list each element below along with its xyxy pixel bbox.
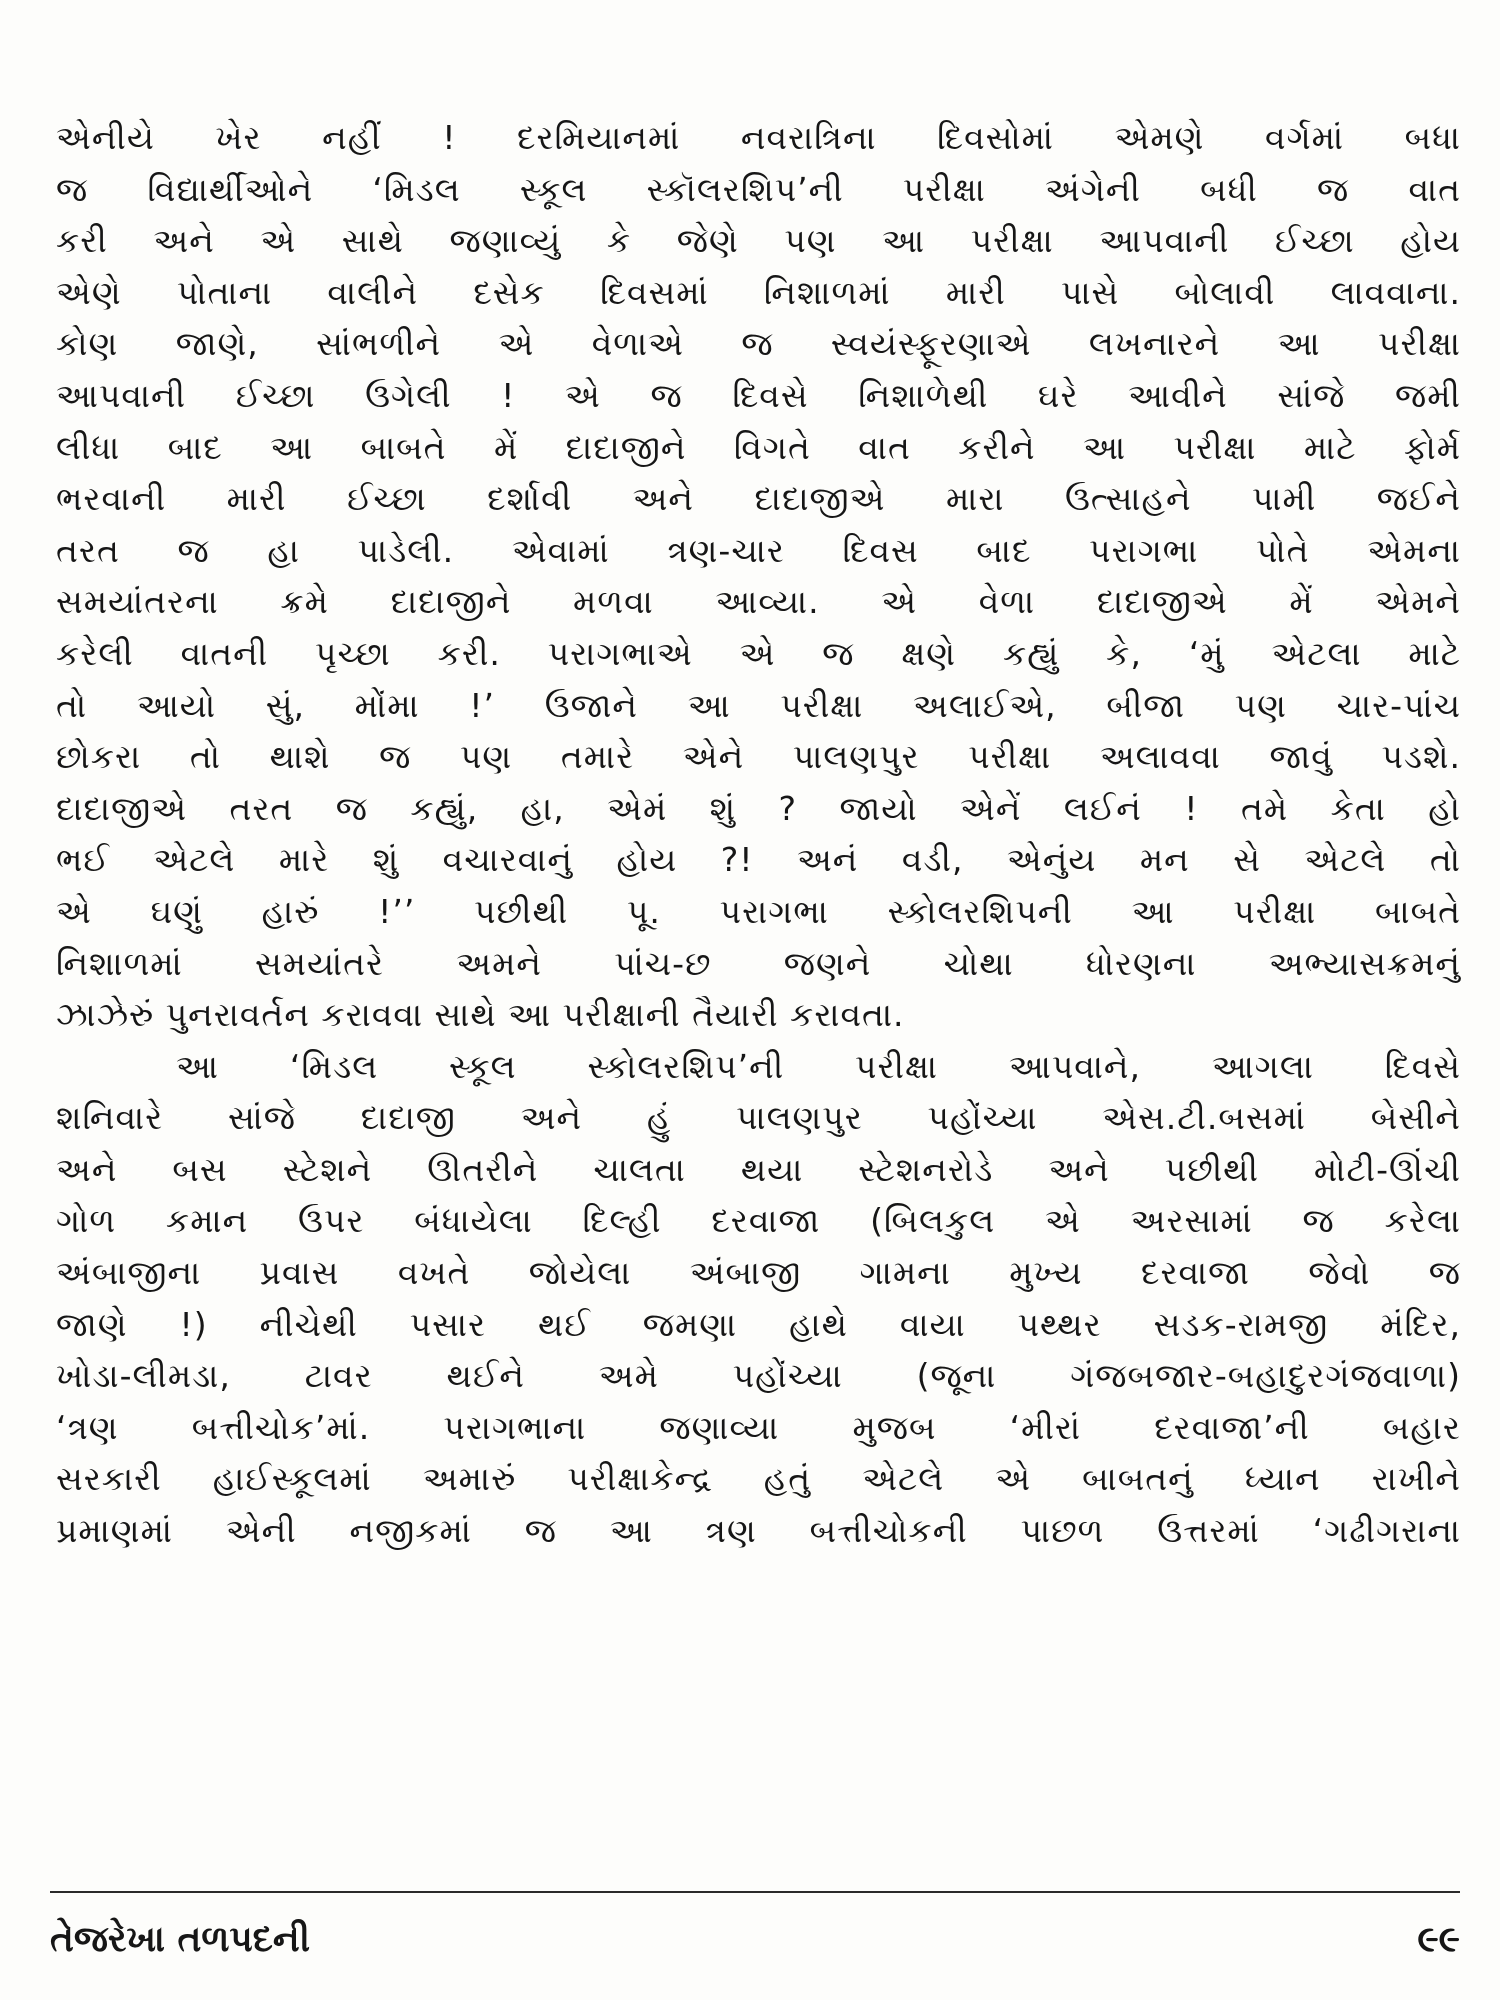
text-line: શનિવારે સાંજે દાદાજી અને હું પાલણપુર પહોંચ્યા એસ.ટી.બસમાં બેસીને — [56, 1098, 1461, 1138]
text-line: પ્રમાણમાં એની નજીકમાં જ આ ત્રણ બત્તીચોકની પાછળ ઉત્તરમાં ‘ગઢીગરાના — [56, 1511, 1461, 1551]
paragraph-end-line: ઝાઝેરું પુનરાવર્તન કરાવવા સાથે આ પરીક્ષાની તૈયારી કરાવતા. — [56, 995, 905, 1035]
text-line: કોણ જાણે, સાંભળીને એ વેળાએ જ સ્વયંસ્ફૂરણાએ લખનારને આ પરીક્ષા — [56, 324, 1461, 364]
paragraph-start-line: આ ‘મિડલ સ્કૂલ સ્કોલરશિપ’ની પરીક્ષા આપવાને, આગલા દિવસે — [176, 1046, 1461, 1086]
text-line: આપવાની ઈચ્છા ઉગેલી ! એ જ દિવસે નિશાળેથી ઘરે આવીને સાંજે જમી — [56, 375, 1461, 415]
text-line: જ વિદ્યાર્થીઓને ‘મિડલ સ્કૂલ સ્કૉલરશિપ’ની પરીક્ષા અંગેની બધી જ વાત — [56, 169, 1461, 209]
text-line: એનીયે ખેર નહીં ! દરમિયાનમાં નવરાત્રિના દિવસોમાં એમણે વર્ગમાં બધા — [56, 118, 1461, 157]
text-line: સરકારી હાઈસ્કૂલમાં અમારું પરીક્ષાકેન્દ્ર હતું એટલે એ બાબતનું ધ્યાન રાખીને — [56, 1459, 1461, 1499]
text-line: તો આયો સું, મોંમા !’ ઉજાને આ પરીક્ષા અલાઈએ, બીજા પણ ચાર-પાંચ — [56, 685, 1461, 725]
text-line: એણે પોતાના વાલીને દસેક દિવસમાં નિશાળમાં મારી પાસે બોલાવી લાવવાના. — [56, 272, 1461, 312]
text-line: જાણે !) નીચેથી પસાર થઈ જમણા હાથે વાયા પથ્થર સડક-રામજી મંદિર, — [56, 1304, 1461, 1344]
text-line: ગોળ કમાન ઉપર બંધાયેલા દિલ્હી દરવાજા (બિલકુલ એ અરસામાં જ કરેલા — [56, 1201, 1461, 1241]
text-line: દાદાજીએ તરત જ કહ્યું, હા, એમં શું ? જાયો એનેં લઈનં ! તમે કેતા હો — [56, 788, 1461, 828]
body-text — [56, 112, 1461, 1557]
text-line: અંબાજીના પ્રવાસ વખતે જોયેલા અંબાજી ગામના મુખ્ય દરવાજા જેવો જ — [56, 1253, 1461, 1293]
footer-divider — [50, 1891, 1460, 1893]
text-line: છોકરા તો થાશે જ પણ તમારે એને પાલણપુર પરીક્ષા અલાવવા જાવું પડશે. — [56, 737, 1461, 777]
page-number: ૯૯ — [1417, 1919, 1460, 1960]
text-line: નિશાળમાં સમયાંતરે અમને પાંચ-છ જણને ચોથા ધોરણના અભ્યાસક્રમનું — [56, 943, 1461, 983]
text-line: ભરવાની મારી ઈચ્છા દર્શાવી અને દાદાજીએ મારા ઉત્સાહને પામી જઈને — [56, 479, 1461, 519]
text-line: એ ઘણું હારું !’’ પછીથી પૂ. પરાગભા સ્કોલરશિપની આ પરીક્ષા બાબતે — [56, 891, 1461, 931]
text-line: કરેલી વાતની પૃચ્છા કરી. પરાગભાએ એ જ ક્ષણે કહ્યું કે, ‘મું એટલા માટે — [56, 633, 1461, 673]
text-line: સમયાંતરના ક્રમે દાદાજીને મળવા આવ્યા. એ વેળા દાદાજીએ મેં એમને — [56, 582, 1461, 622]
text-line: તરત જ હા પાડેલી. એવામાં ત્રણ-ચાર દિવસ બાદ પરાગભા પોતે એમના — [56, 530, 1461, 570]
book-title: તેજરેખા તળપદની — [50, 1919, 311, 1960]
text-line: લીધા બાદ આ બાબતે મેં દાદાજીને વિગતે વાત કરીને આ પરીક્ષા માટે ફોર્મ — [56, 427, 1461, 467]
text-line: ‘ત્રણ બત્તીચોક’માં. પરાગભાના જણાવ્યા મુજબ ‘મીરાં દરવાજા’ની બહાર — [56, 1407, 1461, 1447]
text-line: અને બસ સ્ટેશને ઊતરીને ચાલતા થયા સ્ટેશનરોડે અને પછીથી મોટી-ઊંચી — [56, 1149, 1461, 1189]
text-line: ખોડા-લીમડા, ટાવર થઈને અમે પહોંચ્યા (જૂના ગંજબજાર-બહાદુરગંજવાળા) — [56, 1356, 1461, 1396]
text-line: કરી અને એ સાથે જણાવ્યું કે જેણે પણ આ પરીક્ષા આપવાની ઈચ્છા હોય — [56, 221, 1461, 261]
text-line: ભઈ એટલે મારે શું વચારવાનું હોય ?! અનં વડી, એનુંય મન સે એટલે તો — [56, 840, 1461, 880]
